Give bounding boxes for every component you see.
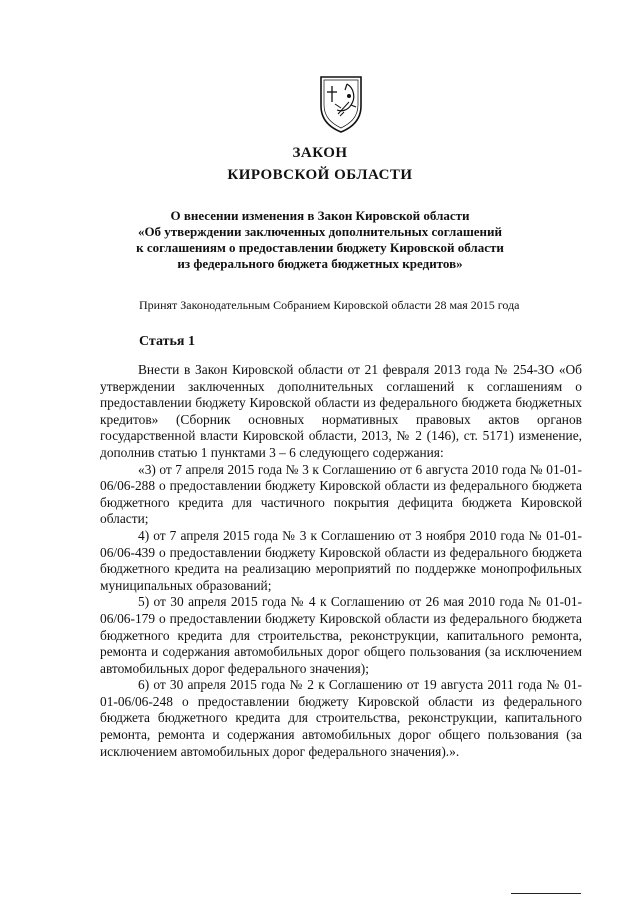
law-subject xyxy=(90,208,550,272)
subject-line: к соглашениям о предоставлении бюджету Кировской области xyxy=(136,240,504,255)
law-title: ЗАКОН xyxy=(292,145,348,161)
subject-line: О внесении изменения в Закон Кировской области xyxy=(170,208,470,223)
subject-line: из федерального бюджета бюджетных кредитов» xyxy=(177,256,463,271)
body-paragraph: 4) от 7 апреля 2015 года № 3 к Соглашению от 3 ноября 2010 года № 01-01-06/06-439 о предоставлении бюджету Кировской области из федерального бюджета бюджетного кредита на реализацию мероприятий по поддержке монопрофильных муниципальных образований; xyxy=(100,527,582,593)
coat-of-arms-icon xyxy=(318,74,364,134)
body-paragraph: 6) от 30 апреля 2015 года № 2 к Соглашению от 19 августа 2011 года № 01-01-06/06-248 о предоставлении бюджету Кировской области из федерального бюджета бюджетного кредита для строительства, реконструкции, капитального ремонта, ремонта и содержания автомобильных дорог общего пользования (за исключением автомобильных дорог федерального значения).». xyxy=(100,677,582,759)
body-paragraph: 5) от 30 апреля 2015 года № 4 к Соглашению от 26 мая 2010 года № 01-01-06/06-179 о предоставлении бюджету Кировской области из федерального бюджета бюджетного кредита для строительства, реконструкции, капитального ремонта, ремонта и содержания автомобильных дорог общего пользования (за исключением автомобильных дорог федерального значения); xyxy=(100,594,582,676)
article-heading: Статья 1 xyxy=(139,334,195,349)
article-body xyxy=(100,362,582,760)
footer-divider xyxy=(511,893,581,894)
body-paragraph: «3) от 7 апреля 2015 года № 3 к Соглашению от 6 августа 2010 года № 01-01-06/06-288 о предоставлении бюджету Кировской области из федерального бюджета бюджетного кредита для частичного покрытия дефицита бюджета Кировской области; xyxy=(100,461,582,527)
adoption-note: Принят Законодательным Собранием Кировской области 28 мая 2015 года xyxy=(139,298,520,312)
law-region-title: КИРОВСКОЙ ОБЛАСТИ xyxy=(227,167,413,183)
body-paragraph: Внести в Закон Кировской области от 21 февраля 2013 года № 254-ЗО «Об утверждении заключенных дополнительных соглашений к соглашениям о предоставлении бюджету Кировской области из федерального бюджета бюджетных кредитов» (Сборник основных нормативных правовых актов органов государственной власти Кировской области, 2013, № 2 (146), ст. 5171) изменение, дополнив статью 1 пунктами 3 – 6 следующего содержания: xyxy=(100,362,582,460)
subject-line: «Об утверждении заключенных дополнительных соглашений xyxy=(137,224,503,239)
